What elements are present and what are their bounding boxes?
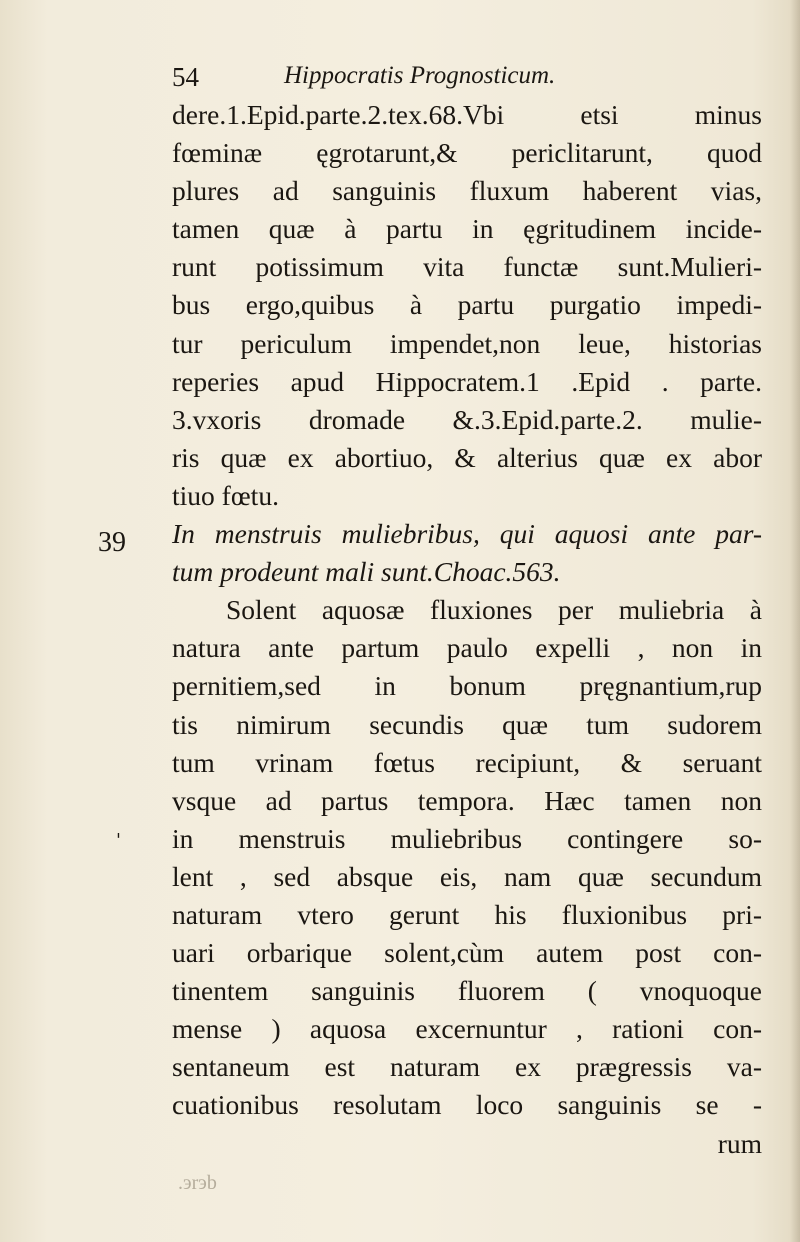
text-line: pernitiem,sed in bonum pręgnantium,rup bbox=[172, 670, 762, 702]
page-number: 54 bbox=[172, 62, 199, 92]
text-line: runt potissimum vita functæ sunt.Mulieri- bbox=[172, 251, 762, 283]
text-line: Solent aquosæ fluxiones per muliebria à bbox=[226, 594, 762, 626]
text-line: vsque ad partus tempora. Hæc tamen non bbox=[172, 784, 762, 816]
text-line: ris quæ ex abortiuo, & alterius quæ ex abor bbox=[172, 441, 762, 473]
text-line: naturam vtero gerunt his fluxionibus pri- bbox=[172, 898, 762, 930]
text-line: tur periculum impendet,non leue, historias bbox=[172, 327, 762, 359]
text-line: bus ergo,quibus à partu purgatio impedi- bbox=[172, 289, 762, 321]
text-line: tis nimirum secundis quæ tum sudorem bbox=[172, 708, 762, 740]
running-title: Hippocratis Prognosticum. bbox=[284, 62, 556, 89]
catchword: rum bbox=[717, 1127, 762, 1159]
text-line: lent , sed absque eis, nam quæ secundum bbox=[172, 860, 762, 892]
text-line: in menstruis muliebribus contingere so- bbox=[172, 822, 762, 854]
text-line: reperies apud Hippocratem.1 .Epid . parte. bbox=[172, 365, 762, 397]
text-line: cuationibus resolutam loco sanguinis se - bbox=[172, 1089, 762, 1121]
body-text bbox=[172, 96, 762, 1163]
page-edge-shadow bbox=[790, 0, 800, 1242]
text-line: tamen quæ à partu in ęgritudinem incide- bbox=[172, 213, 762, 245]
aphorism-heading-line: In menstruis muliebribus, qui aquosi ante par- bbox=[172, 518, 762, 550]
text-line: natura ante partum paulo expelli , non in bbox=[172, 632, 762, 664]
text-line: sentaneum est naturam ex prægressis va- bbox=[172, 1051, 762, 1083]
aphorism-heading-line: tum prodeunt mali sunt.Choac.563. bbox=[172, 556, 561, 588]
text-line: 3.vxoris dromade &.3.Epid.parte.2. mulie- bbox=[172, 403, 762, 435]
text-line: tiuo fœtu. bbox=[172, 479, 279, 511]
text-line: dere.1.Epid.parte.2.tex.68.Vbi etsi minus bbox=[172, 99, 762, 130]
bleed-through-text: .эrэb bbox=[178, 1172, 217, 1194]
text-line: plures ad sanguinis fluxum haberent vias, bbox=[172, 175, 762, 207]
text-line: fœminæ ęgrotarunt,& periclitarunt, quod bbox=[172, 137, 762, 169]
text-line: tinentem sanguinis fluorem ( vnoquoque bbox=[172, 975, 762, 1007]
text-line: uari orbarique solent,cùm autem post con- bbox=[172, 937, 762, 969]
text-line: mense ) aquosa excernuntur , rationi con- bbox=[172, 1013, 762, 1045]
running-header bbox=[172, 62, 732, 96]
text-line: tum vrinam fœtus recipiunt, & seruant bbox=[172, 746, 762, 778]
margin-section-number: 39 bbox=[98, 527, 126, 558]
margin-mark: ' bbox=[116, 830, 121, 851]
